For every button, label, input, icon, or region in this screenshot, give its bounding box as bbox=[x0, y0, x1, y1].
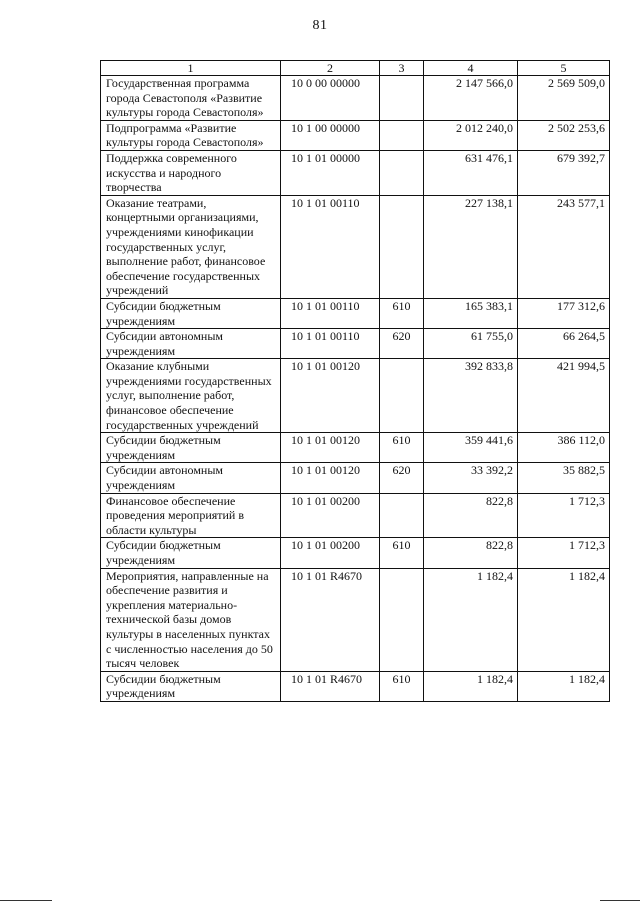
amount-col5-cell: 1 182,4 bbox=[518, 671, 610, 701]
amount-col4-cell: 631 476,1 bbox=[424, 150, 518, 195]
budget-table bbox=[100, 60, 610, 702]
expense-type-cell bbox=[380, 493, 424, 538]
table-body bbox=[101, 76, 610, 702]
page-number: 81 bbox=[312, 18, 328, 33]
amount-col5-cell: 679 392,7 bbox=[518, 150, 610, 195]
amount-col4-cell: 2 147 566,0 bbox=[424, 76, 518, 121]
table-row bbox=[101, 463, 610, 493]
expense-type-cell bbox=[380, 76, 424, 121]
target-code-cell: 10 1 01 R4670 bbox=[281, 671, 380, 701]
amount-col5-cell: 421 994,5 bbox=[518, 359, 610, 433]
table-row bbox=[101, 329, 610, 359]
column-header: 3 bbox=[380, 61, 424, 76]
table-row bbox=[101, 120, 610, 150]
target-code-cell: 10 1 01 00120 bbox=[281, 463, 380, 493]
amount-col5-cell: 1 712,3 bbox=[518, 493, 610, 538]
amount-col5-cell: 1 712,3 bbox=[518, 538, 610, 568]
expense-type-cell bbox=[380, 568, 424, 671]
expense-type-cell: 610 bbox=[380, 671, 424, 701]
amount-col4-cell: 33 392,2 bbox=[424, 463, 518, 493]
expense-type-cell: 610 bbox=[380, 538, 424, 568]
expense-type-cell bbox=[380, 120, 424, 150]
target-code-cell: 10 1 01 00110 bbox=[281, 195, 380, 298]
target-code-cell: 10 1 01 00120 bbox=[281, 359, 380, 433]
amount-col5-cell: 2 502 253,6 bbox=[518, 120, 610, 150]
amount-col5-cell: 1 182,4 bbox=[518, 568, 610, 671]
table-row bbox=[101, 195, 610, 298]
target-code-cell: 10 1 01 R4670 bbox=[281, 568, 380, 671]
scan-edge-mark bbox=[0, 900, 52, 901]
amount-col5-cell: 386 112,0 bbox=[518, 433, 610, 463]
article-name-cell: Субсидии автономным учреждениям bbox=[101, 329, 281, 359]
article-name-cell: Мероприятия, направленные на обеспечение развития и укрепления материально-технической базы домов культуры в населенных пунктах с численностью населения до 50 тысяч человек bbox=[101, 568, 281, 671]
target-code-cell: 10 1 01 00200 bbox=[281, 493, 380, 538]
column-header: 1 bbox=[101, 61, 281, 76]
amount-col4-cell: 392 833,8 bbox=[424, 359, 518, 433]
amount-col5-cell: 35 882,5 bbox=[518, 463, 610, 493]
expense-type-cell bbox=[380, 150, 424, 195]
amount-col4-cell: 822,8 bbox=[424, 493, 518, 538]
amount-col4-cell: 1 182,4 bbox=[424, 671, 518, 701]
expense-type-cell: 620 bbox=[380, 329, 424, 359]
target-code-cell: 10 1 01 00200 bbox=[281, 538, 380, 568]
article-name-cell: Подпрограмма «Развитие культуры города Севастополя» bbox=[101, 120, 281, 150]
expense-type-cell: 620 bbox=[380, 463, 424, 493]
article-name-cell: Оказание театрами, концертными организациями, учреждениями кинофикации государственных услуг, выполнение работ, финансовое обеспечение государственных учреждений bbox=[101, 195, 281, 298]
article-name-cell: Субсидии бюджетным учреждениям bbox=[101, 298, 281, 328]
target-code-cell: 10 0 00 00000 bbox=[281, 76, 380, 121]
target-code-cell: 10 1 01 00110 bbox=[281, 329, 380, 359]
target-code-cell: 10 1 00 00000 bbox=[281, 120, 380, 150]
target-code-cell: 10 1 01 00000 bbox=[281, 150, 380, 195]
column-header: 5 bbox=[518, 61, 610, 76]
table-row bbox=[101, 671, 610, 701]
amount-col5-cell: 243 577,1 bbox=[518, 195, 610, 298]
amount-col4-cell: 61 755,0 bbox=[424, 329, 518, 359]
table-row bbox=[101, 538, 610, 568]
expense-type-cell bbox=[380, 195, 424, 298]
table-header-row bbox=[101, 61, 610, 76]
article-name-cell: Оказание клубными учреждениями государственных услуг, выполнение работ, финансовое обеспечение государственных учреждений bbox=[101, 359, 281, 433]
scan-edge-mark bbox=[600, 900, 640, 901]
amount-col5-cell: 66 264,5 bbox=[518, 329, 610, 359]
column-header: 4 bbox=[424, 61, 518, 76]
target-code-cell: 10 1 01 00110 bbox=[281, 298, 380, 328]
amount-col4-cell: 165 383,1 bbox=[424, 298, 518, 328]
expense-type-cell bbox=[380, 359, 424, 433]
table-row bbox=[101, 433, 610, 463]
article-name-cell: Субсидии бюджетным учреждениям bbox=[101, 671, 281, 701]
article-name-cell: Финансовое обеспечение проведения мероприятий в области культуры bbox=[101, 493, 281, 538]
table-row bbox=[101, 568, 610, 671]
amount-col4-cell: 2 012 240,0 bbox=[424, 120, 518, 150]
target-code-cell: 10 1 01 00120 bbox=[281, 433, 380, 463]
amount-col5-cell: 177 312,6 bbox=[518, 298, 610, 328]
article-name-cell: Субсидии бюджетным учреждениям bbox=[101, 433, 281, 463]
article-name-cell: Субсидии бюджетным учреждениям bbox=[101, 538, 281, 568]
amount-col5-cell: 2 569 509,0 bbox=[518, 76, 610, 121]
amount-col4-cell: 1 182,4 bbox=[424, 568, 518, 671]
amount-col4-cell: 359 441,6 bbox=[424, 433, 518, 463]
table-row bbox=[101, 76, 610, 121]
amount-col4-cell: 227 138,1 bbox=[424, 195, 518, 298]
column-header: 2 bbox=[281, 61, 380, 76]
table-row bbox=[101, 493, 610, 538]
article-name-cell: Субсидии автономным учреждениям bbox=[101, 463, 281, 493]
article-name-cell: Государственная программа города Севастополя «Развитие культуры города Севастополя» bbox=[101, 76, 281, 121]
table-row bbox=[101, 359, 610, 433]
expense-type-cell: 610 bbox=[380, 433, 424, 463]
amount-col4-cell: 822,8 bbox=[424, 538, 518, 568]
expense-type-cell: 610 bbox=[380, 298, 424, 328]
article-name-cell: Поддержка современного искусства и народного творчества bbox=[101, 150, 281, 195]
table-row bbox=[101, 150, 610, 195]
table-row bbox=[101, 298, 610, 328]
